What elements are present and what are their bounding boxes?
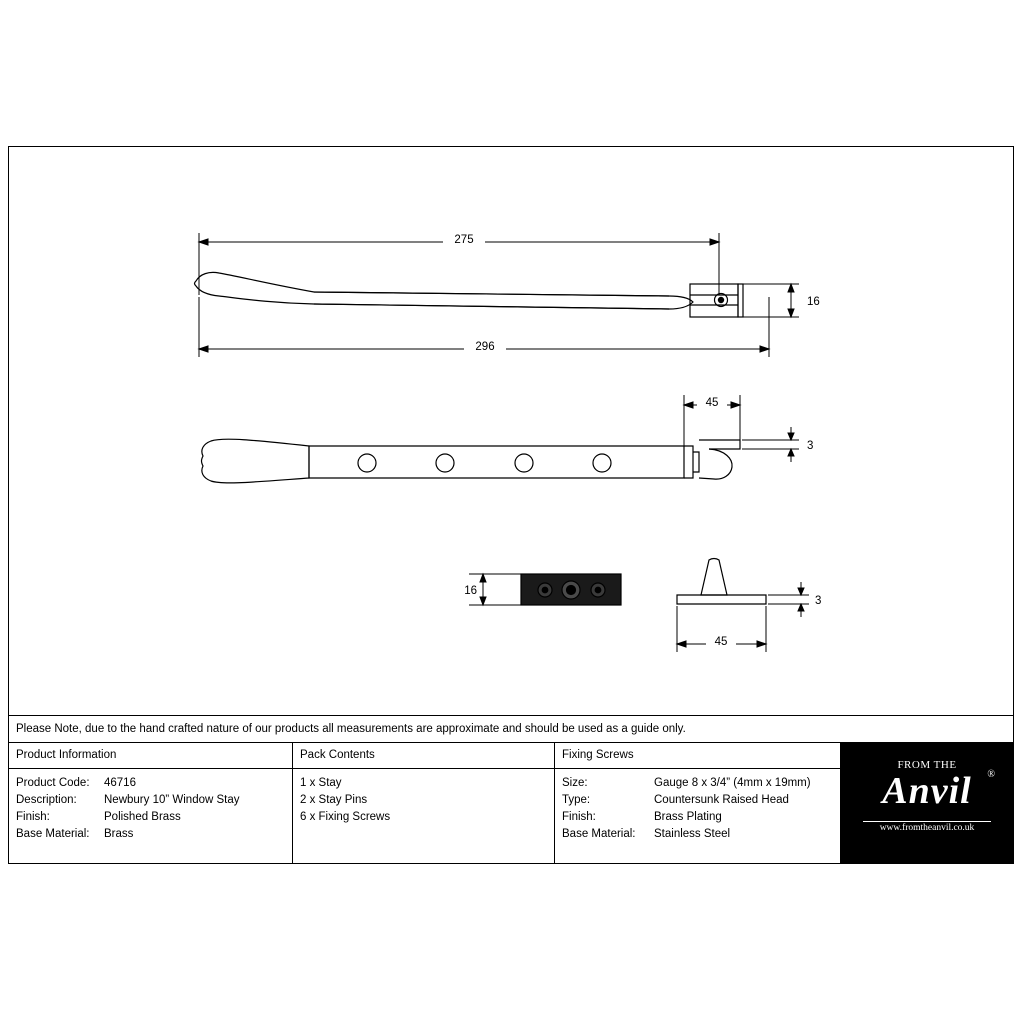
list-item: 1 x Stay	[300, 777, 342, 789]
dimension-45-pin-label: 45	[714, 636, 728, 648]
product-drawing-svg	[9, 147, 1013, 715]
stay-end-block-plan	[690, 284, 743, 317]
drawing-area	[9, 147, 1013, 715]
dimension-16-top-label: 16	[807, 296, 820, 308]
stay-pin-plate-holes	[538, 581, 605, 599]
product-information-header: Product Information	[16, 749, 117, 761]
logo-url: www.fromtheanvil.co.uk	[879, 823, 975, 833]
fixing-screws-header: Fixing Screws	[562, 749, 634, 761]
field-value: Gauge 8 x 3/4” (4mm x 19mm)	[654, 777, 811, 789]
table-row	[562, 809, 836, 826]
field-label: Base Material:	[562, 828, 636, 840]
list-item: 2 x Stay Pins	[300, 794, 368, 806]
pack-contents-header: Pack Contents	[300, 749, 375, 761]
table-row	[16, 775, 288, 792]
dimension-3-pin-label: 3	[815, 595, 822, 607]
stay-arm-plan	[195, 272, 694, 309]
table-row	[16, 792, 288, 809]
dimension-3-pin	[768, 582, 809, 617]
pack-contents-column	[293, 743, 555, 864]
registered-trademark-icon: ®	[987, 769, 995, 780]
field-label: Description:	[16, 794, 77, 806]
field-value: 46716	[104, 777, 136, 789]
dimension-275-label: 275	[454, 234, 474, 246]
field-value: Brass Plating	[654, 811, 722, 823]
divider	[9, 768, 292, 769]
stay-arm-face	[202, 439, 741, 483]
stay-arm-holes	[358, 454, 611, 472]
dimension-45-side-label: 45	[705, 397, 719, 409]
dimension-296-label: 296	[475, 341, 495, 353]
field-label: Base Material:	[16, 828, 90, 840]
table-row	[16, 826, 288, 843]
info-table	[9, 743, 1013, 864]
technical-drawing-sheet	[8, 146, 1014, 864]
dimension-16-pin-label: 16	[464, 585, 477, 597]
table-row	[562, 792, 836, 809]
divider	[555, 768, 840, 769]
fixing-screws-body	[562, 775, 836, 843]
field-value: Newbury 10” Window Stay	[104, 794, 240, 806]
logo-wordmark: Anvil	[882, 770, 972, 812]
list-item: 6 x Fixing Screws	[300, 811, 391, 823]
dimension-3-side	[742, 427, 799, 462]
brand-logo-column	[841, 743, 1013, 864]
fixing-screws-column	[555, 743, 841, 864]
table-row	[16, 809, 288, 826]
field-label: Type:	[562, 794, 591, 806]
field-value: Stainless Steel	[654, 828, 731, 840]
field-label: Finish:	[562, 811, 596, 823]
logo-top-text: FROM THE	[897, 759, 957, 771]
field-label: Finish:	[16, 811, 50, 823]
divider	[863, 821, 991, 822]
dimension-3-side-label: 3	[807, 440, 814, 452]
stay-pin-elevation	[677, 559, 766, 605]
field-value: Brass	[104, 828, 134, 840]
field-label: Product Code:	[16, 777, 90, 789]
table-row	[562, 775, 836, 792]
field-value: Countersunk Raised Head	[654, 794, 789, 806]
pack-contents-body	[300, 775, 550, 826]
anvil-logo	[841, 743, 1013, 864]
measurement-note: Please Note, due to the hand crafted nature of our products all measurements are approximate and should be used as a guide only.	[9, 715, 1013, 743]
product-information-column	[9, 743, 293, 864]
field-label: Size:	[562, 777, 588, 789]
dimension-16-top	[743, 284, 799, 317]
divider	[293, 768, 554, 769]
product-information-body	[16, 775, 288, 843]
field-value: Polished Brass	[104, 811, 181, 823]
table-row	[562, 826, 836, 843]
